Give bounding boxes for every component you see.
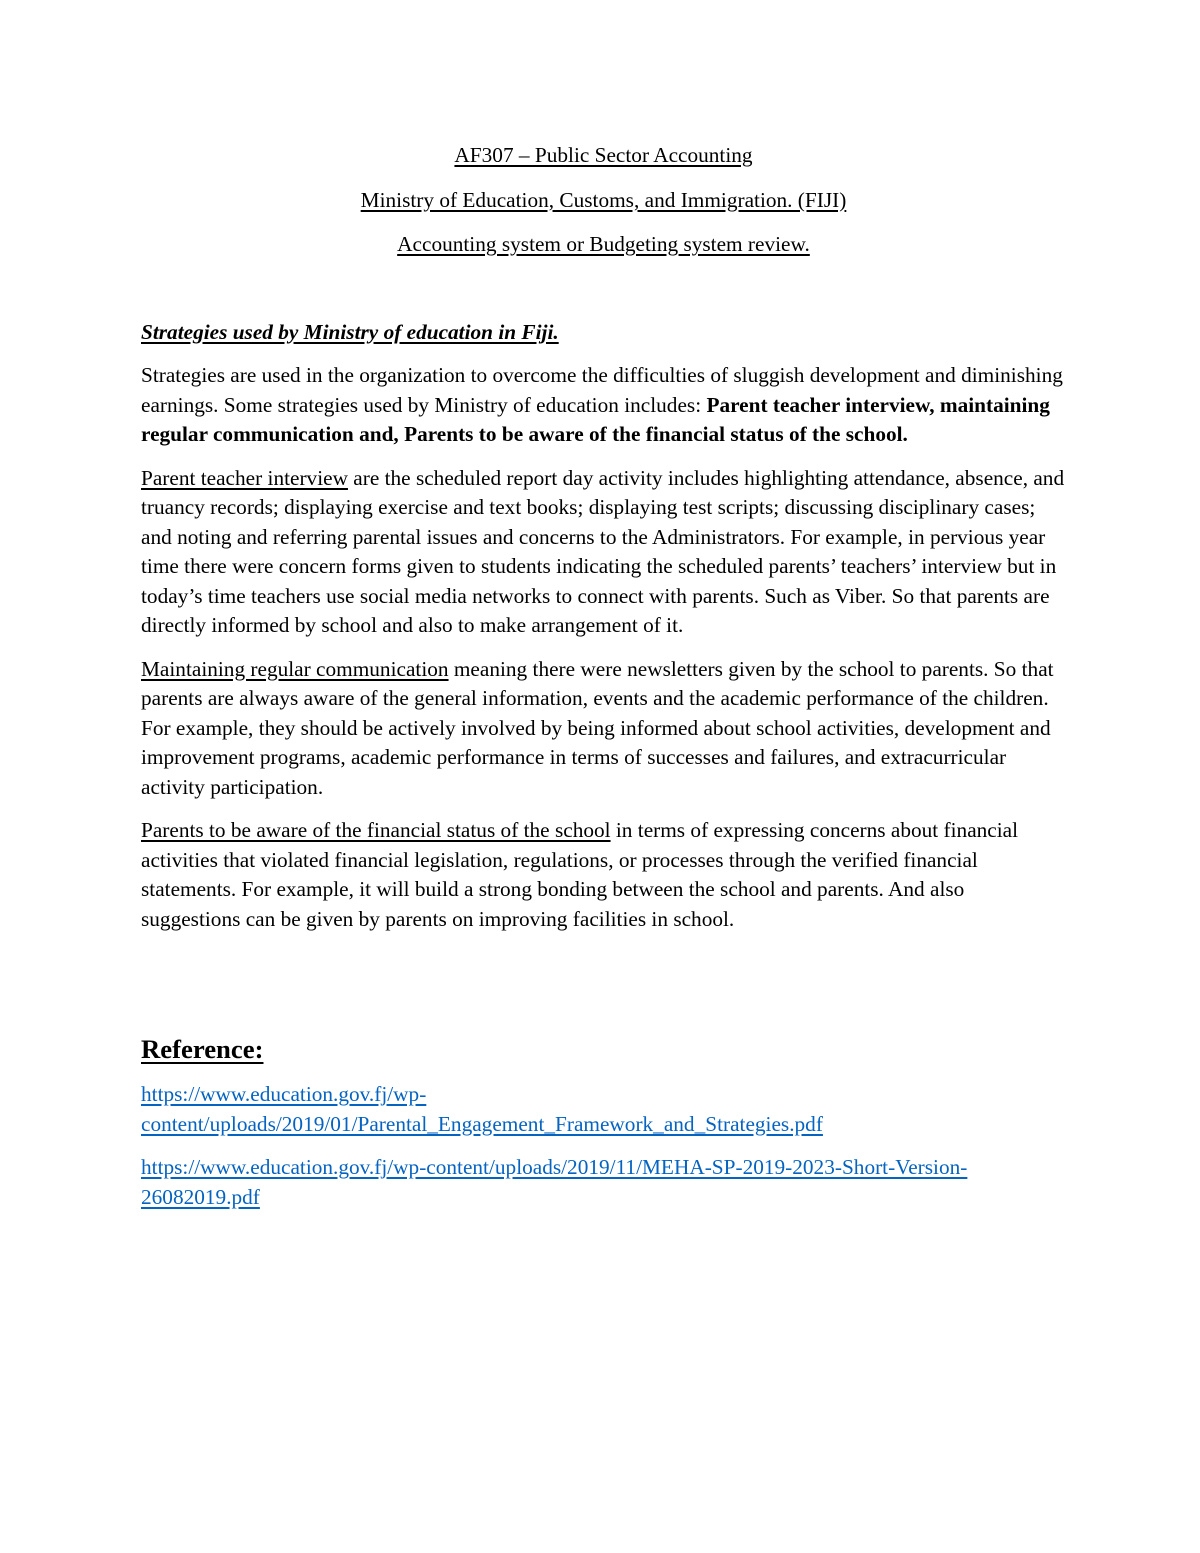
review-title: Accounting system or Budgeting system review. [397, 232, 810, 256]
title-block [141, 141, 1066, 260]
strategy-term: Parents to be aware of the financial status of the school [141, 818, 611, 842]
reference-heading: Reference: [141, 1034, 264, 1064]
ministry-title: Ministry of Education, Customs, and Immigration. (FIJI) [360, 187, 847, 212]
strategy-paragraph-regular-communication [141, 655, 1066, 803]
course-title: AF307 – Public Sector Accounting [454, 143, 753, 167]
strategy-text: meaning there were newsletters given by the school to parents. So that parents are always aware of the general information, events and the academic performance of the children. For example, they should be actively involved by being informed about school activities, development and improvement programs, academic performance in terms of successes and failures, and extracurricular activity participation. [141, 656, 1054, 799]
reference-link-meha-strategic-plan[interactable]: https://www.education.gov.fj/wp-content/uploads/2019/11/MEHA-SP-2019-2023-Short-Version-26082019.pdf [141, 1155, 968, 1209]
strategies-intro-paragraph [141, 361, 1066, 450]
strategies-intro-text: Strategies are used in the organization to overcome the difficulties of sluggish development and diminishing earnings. Some strategies used by Ministry of education includes: [141, 363, 1063, 417]
strategy-term: Maintaining regular communication [141, 656, 449, 681]
strategy-text: are the scheduled report day activity includes highlighting attendance, absence, and truancy records; displaying exercise and text books; displaying test scripts; discussing disciplinary cases; and noting and referring parental issues and concerns to the Administrators. For example, in pervious year time there were concern forms given to students indicating the scheduled parents’ teachers’ interview but in today’s time teachers use social media networks to connect with parents. Such as Viber. So that parents are directly informed by school and also to make arrangement of it. [141, 465, 1065, 637]
strategies-intro-bold: Parent teacher interview, maintaining regular communication and, Parents to be aware of the financial status of the school. [141, 392, 1050, 446]
strategy-text: in terms of expressing concerns about financial activities that violated financial legislation, regulations, or processes through the verified financial statements. For example, it will build a strong bonding between the school and parents. And also suggestions can be given by parents on improving facilities in school. [141, 818, 1019, 931]
strategy-term: Parent teacher interview [141, 465, 348, 490]
document-body [141, 141, 1066, 1226]
strategies-heading: Strategies used by Ministry of education in Fiji. [141, 319, 559, 344]
strategy-paragraph-financial-status [141, 816, 1066, 934]
strategy-paragraph-parent-teacher-interview [141, 464, 1066, 641]
reference-link-parental-engagement[interactable]: https://www.education.gov.fj/wp-content/uploads/2019/01/Parental_Engagement_Framework_and_Strategies.pdf [141, 1082, 823, 1136]
